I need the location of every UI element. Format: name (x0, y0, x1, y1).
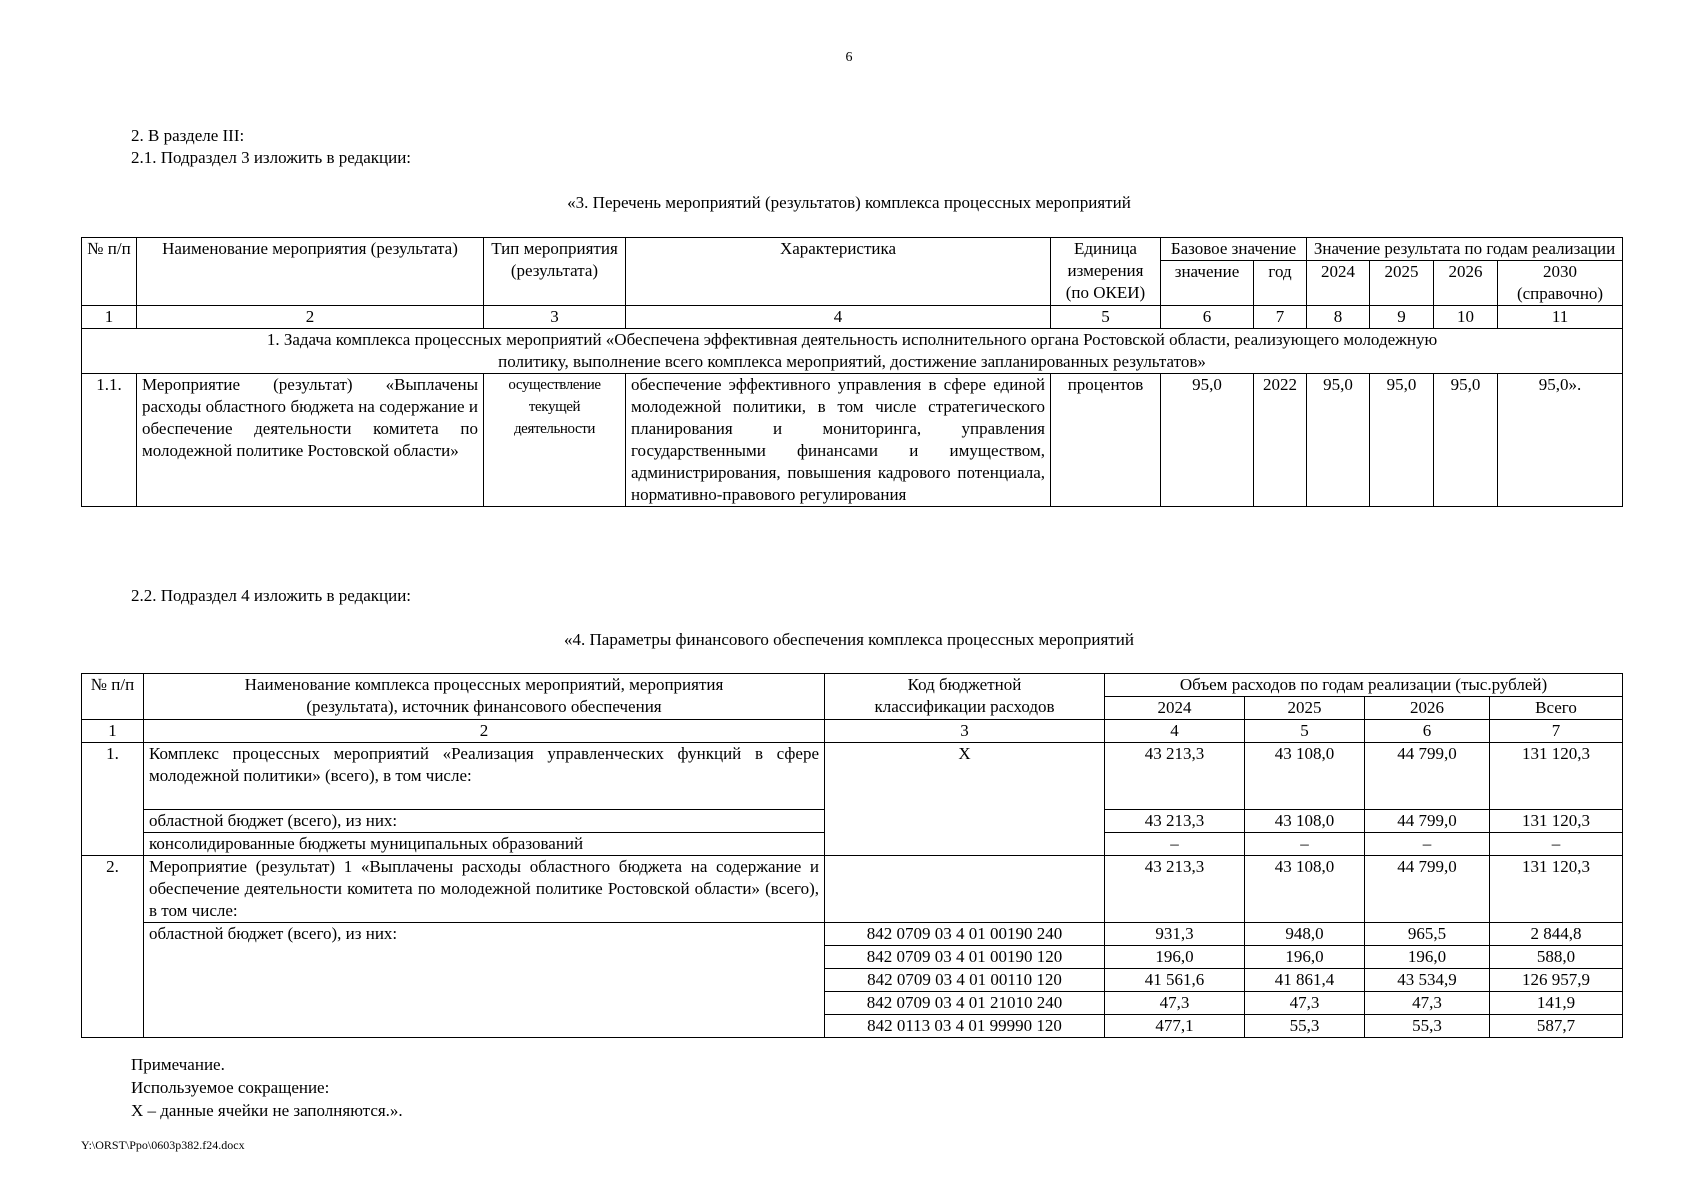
t2-row1-2024: 43 213,3 (1105, 743, 1245, 810)
t2-colnum: 6 (1365, 720, 1490, 743)
table1-title: «3. Перечень мероприятий (результатов) комплекса процессных мероприятий (567, 193, 1131, 212)
t2-sub-2024: 47,3 (1105, 992, 1245, 1015)
t2-sub-2026: 43 534,9 (1365, 969, 1490, 992)
t2-colnum: 5 (1245, 720, 1365, 743)
t2-colnum: 2 (144, 720, 825, 743)
t1-header-base-value: значение (1161, 261, 1254, 306)
t2-sub-total: 126 957,9 (1490, 969, 1623, 992)
t2-row2a-name: областной бюджет (всего), из них: (144, 923, 825, 1038)
t1-header-2026: 2026 (1434, 261, 1498, 306)
t2-row1a-2024: 43 213,3 (1105, 810, 1245, 833)
t1-header-type: Тип мероприятия (результата) (484, 238, 626, 306)
t1-colnum: 4 (626, 306, 1051, 329)
section-intro (131, 125, 411, 169)
t2-sub-total: 141,9 (1490, 992, 1623, 1015)
t2-sub-2024: 41 561,6 (1105, 969, 1245, 992)
t2-row1-2025: 43 108,0 (1245, 743, 1365, 810)
t2-sub-2024: 931,3 (1105, 923, 1245, 946)
t2-sub-total: 588,0 (1490, 946, 1623, 969)
section-intro-line2: 2.1. Подраздел 3 изложить в редакции: (131, 148, 412, 167)
t1-header-result: Значение результата по годам реализации (1307, 238, 1623, 261)
t1-row-type: осуществление текущей деятельности (484, 374, 626, 507)
note-line2: Используемое сокращение: (131, 1078, 330, 1097)
t2-sub-code: 842 0709 03 4 01 00190 120 (825, 946, 1105, 969)
t2-sub-2025: 47,3 (1245, 992, 1365, 1015)
t2-row1-code: Х (825, 743, 1105, 856)
t1-header-2024: 2024 (1307, 261, 1370, 306)
t2-sub-2024: 196,0 (1105, 946, 1245, 969)
t1-row-name: Мероприятие (результат) «Выплачены расходы областного бюджета на содержание и обеспечение деятельности комитета по молодежной политике Ростовской области» (137, 374, 484, 507)
t2-sub-2026: 196,0 (1365, 946, 1490, 969)
t1-header-2030: 2030 (справочно) (1498, 261, 1623, 306)
t2-colnum: 7 (1490, 720, 1623, 743)
t2-row1-name: Комплекс процессных мероприятий «Реализация управленческих функций в сфере молодежной политики» (всего), в том числе: (144, 743, 825, 810)
t2-row2-2026: 44 799,0 (1365, 856, 1490, 923)
t2-sub-total: 587,7 (1490, 1015, 1623, 1038)
t2-sub-code: 842 0113 03 4 01 99990 120 (825, 1015, 1105, 1038)
t1-colnum: 8 (1307, 306, 1370, 329)
t2-header-code: Код бюджетной классификации расходов (825, 674, 1105, 720)
t1-colnum: 3 (484, 306, 626, 329)
note-line3: Х – данные ячейки не заполняются.». (131, 1101, 403, 1120)
t1-row-base-value: 95,0 (1161, 374, 1254, 507)
t2-row1-num: 1. (82, 743, 144, 856)
t2-colnum: 4 (1105, 720, 1245, 743)
t1-header-base: Базовое значение (1161, 238, 1307, 261)
t1-colnum: 7 (1254, 306, 1307, 329)
t2-row1b-2024: – (1105, 833, 1245, 856)
t1-row-2026: 95,0 (1434, 374, 1498, 507)
footer-path: Y:\ORST\Ppo\0603p382.f24.docx (81, 1138, 245, 1152)
section-intro-line1: 2. В разделе III: (131, 126, 245, 145)
t1-header-base-year: год (1254, 261, 1307, 306)
t2-row2-total: 131 120,3 (1490, 856, 1623, 923)
t2-row1a-name: областной бюджет (всего), из них: (144, 810, 825, 833)
t2-sub-2025: 948,0 (1245, 923, 1365, 946)
t2-row1a-2025: 43 108,0 (1245, 810, 1365, 833)
t1-row-2024: 95,0 (1307, 374, 1370, 507)
t1-header-num: № п/п (82, 238, 137, 306)
t2-sub-2024: 477,1 (1105, 1015, 1245, 1038)
t2-header-num: № п/п (82, 674, 144, 720)
t2-row2-2024: 43 213,3 (1105, 856, 1245, 923)
t1-colnum: 1 (82, 306, 137, 329)
t1-row-2030: 95,0». (1498, 374, 1623, 507)
t2-row1b-total: – (1490, 833, 1623, 856)
t1-row-base-year: 2022 (1254, 374, 1307, 507)
t2-sub-code: 842 0709 03 4 01 00110 120 (825, 969, 1105, 992)
t2-sub-code: 842 0709 03 4 01 00190 240 (825, 923, 1105, 946)
t2-colnum: 3 (825, 720, 1105, 743)
t1-row-num: 1.1. (82, 374, 137, 507)
t1-colnum: 9 (1370, 306, 1434, 329)
t1-colnum: 2 (137, 306, 484, 329)
t1-header-2025: 2025 (1370, 261, 1434, 306)
t2-row1-2026: 44 799,0 (1365, 743, 1490, 810)
t2-header-volume: Объем расходов по годам реализации (тыс.рублей) (1105, 674, 1623, 697)
t1-colnum: 10 (1434, 306, 1498, 329)
finance-table (81, 673, 1623, 1038)
t2-row2-code (825, 856, 1105, 923)
t2-row1b-2026: – (1365, 833, 1490, 856)
t1-row-char: обеспечение эффективного управления в сфере единой молодежной политики, в том числе стратегического планирования и мониторинга, управления государственными финансами и имуществом, администрирования, повышения кадрового потенциала, нормативно-правового регулирования (626, 374, 1051, 507)
t1-row-unit: процентов (1051, 374, 1161, 507)
note-line1: Примечание. (131, 1055, 225, 1074)
page-number: 6 (845, 50, 853, 65)
measures-table (81, 237, 1623, 507)
t2-sub-code: 842 0709 03 4 01 21010 240 (825, 992, 1105, 1015)
t2-header-2026: 2026 (1365, 697, 1490, 720)
t2-sub-2025: 196,0 (1245, 946, 1365, 969)
t2-row2-num: 2. (82, 856, 144, 1038)
notes (131, 1053, 403, 1122)
t2-sub-2025: 41 861,4 (1245, 969, 1365, 992)
t2-sub-2026: 55,3 (1365, 1015, 1490, 1038)
section-intro2: 2.2. Подраздел 4 изложить в редакции: (131, 586, 412, 605)
t2-colnum: 1 (82, 720, 144, 743)
t2-row1a-2026: 44 799,0 (1365, 810, 1490, 833)
t1-task-row: 1. Задача комплекса процессных мероприятий «Обеспечена эффективная деятельность исполнительного органа Ростовской области, реализующего молодежную политику, выполнение всего комплекса мероприятий, достижение запланированных результатов» (82, 329, 1623, 374)
t1-row-2025: 95,0 (1370, 374, 1434, 507)
t1-header-name: Наименование мероприятия (результата) (137, 238, 484, 306)
t2-sub-total: 2 844,8 (1490, 923, 1623, 946)
t1-colnum: 11 (1498, 306, 1623, 329)
table2-title: «4. Параметры финансового обеспечения комплекса процессных мероприятий (564, 630, 1134, 649)
t2-sub-2026: 47,3 (1365, 992, 1490, 1015)
t1-colnum: 5 (1051, 306, 1161, 329)
t2-sub-2025: 55,3 (1245, 1015, 1365, 1038)
t2-row1b-name: консолидированные бюджеты муниципальных образований (144, 833, 825, 856)
t1-header-char: Характеристика (626, 238, 1051, 306)
t2-header-name: Наименование комплекса процессных мероприятий, мероприятия (результата), источник финансового обеспечения (144, 674, 825, 720)
t2-header-2025: 2025 (1245, 697, 1365, 720)
t2-row2-2025: 43 108,0 (1245, 856, 1365, 923)
t2-row1a-total: 131 120,3 (1490, 810, 1623, 833)
t1-colnum: 6 (1161, 306, 1254, 329)
t2-row1-total: 131 120,3 (1490, 743, 1623, 810)
t2-row1b-2025: – (1245, 833, 1365, 856)
t2-header-total: Всего (1490, 697, 1623, 720)
t2-header-2024: 2024 (1105, 697, 1245, 720)
t1-header-unit: Единица измерения (по ОКЕИ) (1051, 238, 1161, 306)
t2-sub-2026: 965,5 (1365, 923, 1490, 946)
t2-row2-name: Мероприятие (результат) 1 «Выплачены расходы областного бюджета на содержание и обеспечение деятельности комитета по молодежной политике Ростовской области» (всего), в том числе: (144, 856, 825, 923)
